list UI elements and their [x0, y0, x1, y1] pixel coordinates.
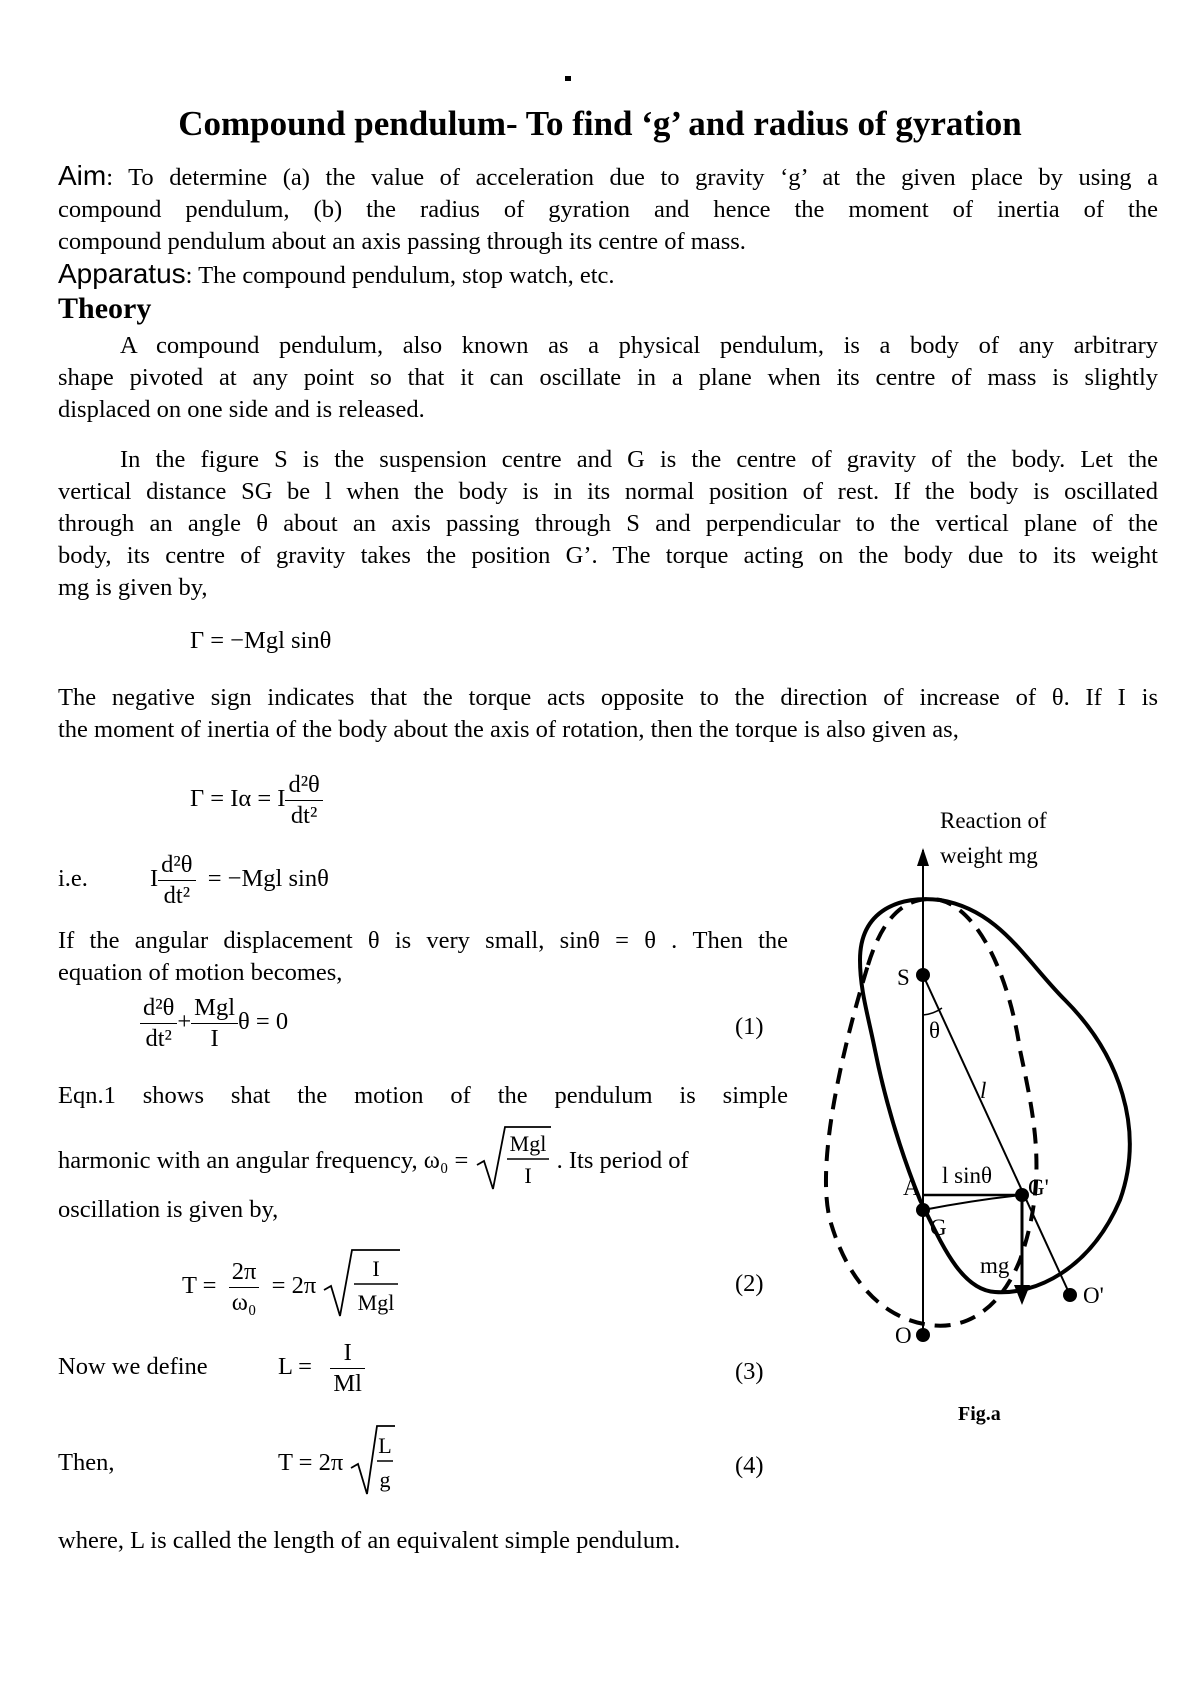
- theory-p2-line-4: body, its centre of gravity takes the position G’. The torque acting on the body due to its weight: [58, 542, 1158, 569]
- eq1-frac-b: [191, 993, 238, 1054]
- eq2-lhs: T =: [182, 1272, 217, 1300]
- reaction-label-1: Reaction of: [940, 808, 1047, 833]
- aim-label: Aim: [58, 160, 107, 191]
- torque2-fraction: [285, 770, 322, 831]
- eq4-number: (4): [735, 1452, 764, 1479]
- shm-line-3: oscillation is given by,: [58, 1196, 279, 1223]
- point-O: [916, 1328, 930, 1342]
- torque2-frac-den: dt²: [290, 802, 318, 829]
- apparatus-section: [58, 258, 1158, 292]
- label-G-prime: G': [1028, 1175, 1049, 1200]
- theory-heading: Theory: [58, 292, 152, 325]
- page-title: Compound pendulum- To find ‘g’ and radius of gyration: [178, 104, 1022, 143]
- omega-sqrt-num: Mgl: [509, 1131, 546, 1156]
- theory-p3-line-1: The negative sign indicates that the torque acts opposite to the direction of increase of θ. If I is: [58, 684, 1158, 711]
- label-G: G: [930, 1215, 947, 1240]
- theory-paragraph-1: [58, 330, 1158, 426]
- theory-p2-line-2: vertical distance SG be l when the body is in its normal position of rest. If the body is oscillated: [58, 478, 1158, 505]
- eq2-mid: = 2π: [271, 1272, 317, 1300]
- label-S: S: [897, 965, 910, 990]
- eq4-sqrt-num: L: [378, 1433, 393, 1458]
- eq3-define-label: Now we define: [58, 1353, 208, 1381]
- theory-p1-line-3: displaced on one side and is released.: [58, 396, 425, 423]
- eq3-lhs: L =: [278, 1353, 312, 1381]
- torque-equation-1: Γ = −Mgl sinθ: [190, 627, 332, 654]
- theory-paragraph-2: [58, 444, 1158, 604]
- label-A: A: [903, 1175, 920, 1200]
- aim-line-3: compound pendulum about an axis passing through its centre of mass.: [58, 228, 746, 255]
- small-angle-line-1: If the angular displacement θ is very small, sinθ = θ . Then the: [58, 927, 788, 954]
- eq4-sqrt-den: g: [379, 1467, 391, 1492]
- label-mg: mg: [980, 1253, 1010, 1278]
- eq3-frac-num: I: [330, 1338, 365, 1369]
- eq4-sqrt: [349, 1424, 395, 1505]
- equation-2: [182, 1248, 400, 1327]
- eq2-frac: [229, 1257, 260, 1318]
- label-lsintheta: l sinθ: [942, 1163, 992, 1188]
- label-O-prime: O': [1083, 1283, 1104, 1308]
- top-dot: [565, 76, 571, 81]
- equation-4: [58, 1424, 395, 1505]
- shm-line-1: Eqn.1 shows shat the motion of the pendulum is simple: [58, 1082, 788, 1109]
- eq3-frac-den: Ml: [333, 1370, 362, 1397]
- aim-line-1: : To determine (a) the value of acceleration due to gravity ‘g’ at the given place by using a: [106, 164, 1158, 191]
- apparatus-label: Apparatus: [58, 258, 186, 289]
- point-O-prime: [1063, 1288, 1077, 1302]
- eq3-frac: [330, 1338, 365, 1399]
- shm-text: [58, 1080, 788, 1112]
- theory-p3-line-2: the moment of inertia of the body about the axis of rotation, then the torque is also given as,: [58, 716, 959, 743]
- eq4-lhs: T = 2π: [278, 1449, 344, 1477]
- small-angle-text: [58, 925, 788, 989]
- theory-heading-wrap: [58, 293, 1158, 325]
- omega-sqrt: [475, 1125, 551, 1200]
- shm-line-2b: . Its period of: [556, 1147, 689, 1175]
- label-O: O: [895, 1323, 912, 1348]
- theory-p2-line-3: through an angle θ about an axis passing through S and perpendicular to the vertical plane of the: [58, 510, 1158, 537]
- torque2-lhs: Γ = Iα = I: [190, 785, 286, 813]
- eq2-sqrt-num: I: [372, 1256, 380, 1281]
- pendulum-figure: [790, 800, 1170, 1410]
- eq2-sqrt: [322, 1248, 400, 1327]
- label-l: l: [980, 1078, 987, 1103]
- equation-3: [58, 1338, 365, 1399]
- eq2-frac-num: 2π: [229, 1257, 260, 1288]
- apparatus-text: : The compound pendulum, stop watch, etc.: [185, 262, 615, 289]
- eq1-number: (1): [735, 1013, 764, 1040]
- eq1-b-den: I: [210, 1025, 219, 1052]
- figure-caption: Fig.a: [958, 1403, 1001, 1425]
- point-G: [916, 1203, 930, 1217]
- theory-p2-line-1: In the figure S is the suspension centre and G is the centre of gravity of the body. Let the: [120, 446, 1158, 473]
- aim-section: [58, 160, 1158, 258]
- aim-line-2: compound pendulum, (b) the radius of gyration and hence the moment of inertia of the: [58, 196, 1158, 223]
- label-theta: θ: [929, 1018, 941, 1043]
- shm-line-2a: harmonic with an angular frequency, ω₀ =: [58, 1147, 469, 1175]
- theory-p2-line-5: mg is given by,: [58, 574, 208, 601]
- theory-p1-line-1: A compound pendulum, also known as a physical pendulum, is a body of any arbitrary: [120, 332, 1158, 359]
- ie-equation: i.e. I $\frac{\text{d²θ}}{\text{dt²}}$ = −Mgl sinθ: [58, 851, 329, 909]
- ie-frac-num: d²θ: [158, 850, 195, 881]
- equation-1: $\frac{\text{d²θ}}{\text{dt²}}$ + $\frac{\text{Mgl}}{I}$ θ = 0: [140, 993, 288, 1054]
- eq1-frac-a: [140, 993, 177, 1054]
- reaction-arrow-head: [917, 848, 929, 866]
- final-sentence: where, L is called the length of an equivalent simple pendulum.: [58, 1527, 681, 1554]
- ie-frac-den: dt²: [163, 882, 191, 909]
- theory-paragraph-3: [58, 682, 1158, 746]
- eq3-number: (3): [735, 1358, 764, 1385]
- point-S: [916, 968, 930, 982]
- point-G-prime: [1015, 1188, 1029, 1202]
- eq1-a-den: dt²: [145, 1025, 172, 1052]
- ie-rhs: = −Mgl sinθ: [207, 865, 329, 893]
- eq1-b-num: Mgl: [191, 993, 238, 1024]
- eq4-then-label: Then,: [58, 1449, 115, 1477]
- eq1-rhs: θ = 0: [238, 1008, 289, 1036]
- omega-sqrt-den: I: [523, 1163, 532, 1188]
- eq2-sqrt-den: Mgl: [357, 1290, 395, 1315]
- torque-equation-2: [190, 770, 323, 831]
- g-gprime-arc: [923, 1195, 1022, 1210]
- mg-arrow-head: [1014, 1285, 1030, 1305]
- ie-label: i.e.: [58, 865, 88, 893]
- theory-p1-line-2: shape pivoted at any point so that it can oscillate in a plane when its centre of mass is slightly: [58, 364, 1158, 391]
- small-angle-line-2: equation of motion becomes,: [58, 959, 343, 986]
- shm-line-2-wrap: [58, 1125, 689, 1200]
- torque2-frac-num: d²θ: [285, 770, 322, 801]
- eq1-a-num: d²θ: [140, 993, 177, 1024]
- ie-fraction: [158, 850, 195, 911]
- eq2-number: (2): [735, 1270, 764, 1297]
- eq2-frac-den: ω₀: [231, 1289, 257, 1316]
- reaction-label-2: weight mg: [940, 843, 1038, 868]
